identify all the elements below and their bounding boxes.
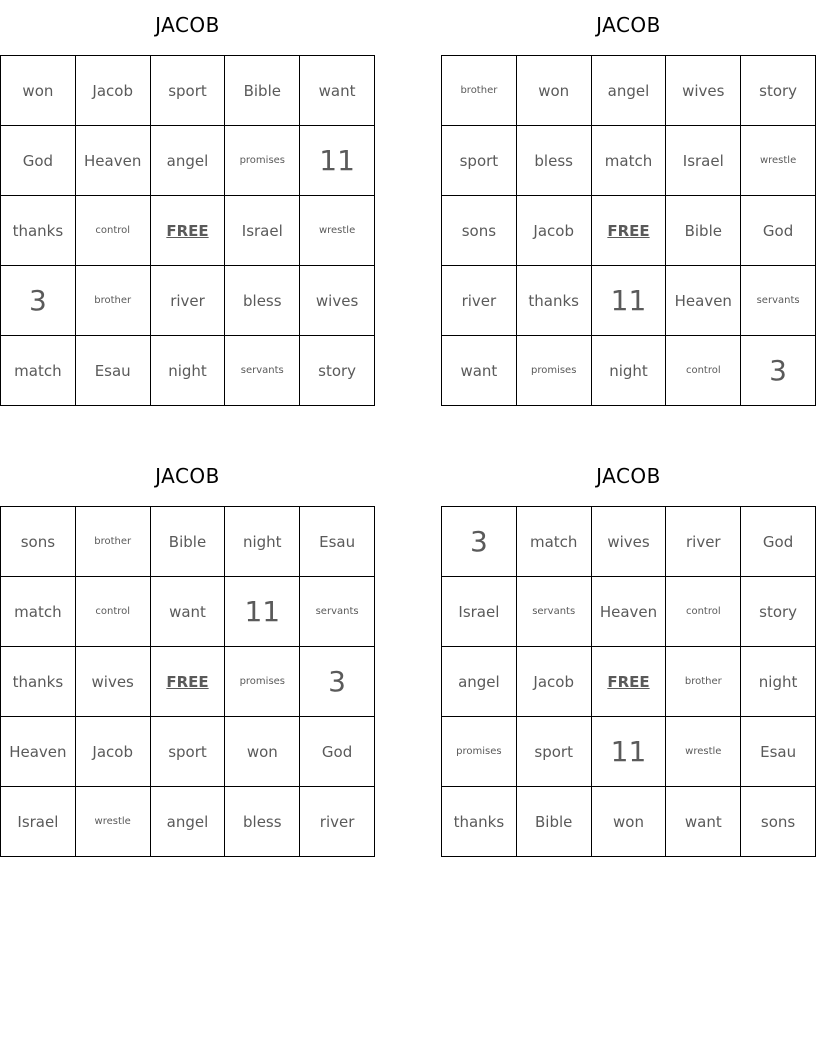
grid-cell: Israel <box>442 577 517 647</box>
grid-cell: match <box>591 126 666 196</box>
grid-cell: brother <box>442 56 517 126</box>
grid-row <box>1 577 375 647</box>
grid-cell: promises <box>225 126 300 196</box>
grid-cell: promises <box>516 336 591 406</box>
grid-cell: want <box>300 56 375 126</box>
grid-cell: Heaven <box>666 266 741 336</box>
grid-row <box>1 647 375 717</box>
grid-cell: brother <box>75 266 150 336</box>
grid-cell: wives <box>75 647 150 717</box>
card-title: JACOB <box>155 13 220 37</box>
grid-cell: night <box>741 647 816 717</box>
grid-cell: won <box>1 56 76 126</box>
grid-cell: promises <box>442 717 517 787</box>
grid-cell: story <box>741 577 816 647</box>
grid-cell: river <box>666 507 741 577</box>
free-space: FREE <box>591 647 666 717</box>
grid-cell: wives <box>300 266 375 336</box>
grid-row <box>1 507 375 577</box>
card-title: JACOB <box>596 13 661 37</box>
grid-cell: sons <box>741 787 816 857</box>
grid-cell: sons <box>1 507 76 577</box>
grid-cell: thanks <box>442 787 517 857</box>
grid-cell: 11 <box>591 717 666 787</box>
grid-cell: control <box>75 577 150 647</box>
grid-cell: river <box>442 266 517 336</box>
grid-cell: 11 <box>225 577 300 647</box>
grid-cell: brother <box>666 647 741 717</box>
grid-cell: sport <box>150 56 225 126</box>
grid-cell: wrestle <box>300 196 375 266</box>
grid-cell: story <box>300 336 375 406</box>
card-title: JACOB <box>596 464 661 488</box>
grid-cell: want <box>666 787 741 857</box>
grid-cell: God <box>741 507 816 577</box>
grid-cell: wrestle <box>666 717 741 787</box>
grid-cell: Israel <box>666 126 741 196</box>
grid-row <box>442 126 816 196</box>
grid-row <box>442 266 816 336</box>
grid-cell: 3 <box>741 336 816 406</box>
grid-row <box>1 787 375 857</box>
grid-cell: sport <box>516 717 591 787</box>
grid-cell: control <box>75 196 150 266</box>
grid-cell: sons <box>442 196 517 266</box>
grid-cell: 3 <box>1 266 76 336</box>
grid-cell: match <box>1 336 76 406</box>
grid-row <box>442 336 816 406</box>
grid-cell: night <box>591 336 666 406</box>
bingo-grid <box>441 506 816 857</box>
bingo-card-3 <box>0 464 375 857</box>
grid-cell: Israel <box>225 196 300 266</box>
grid-cell: God <box>1 126 76 196</box>
grid-row <box>1 336 375 406</box>
grid-cell: thanks <box>1 647 76 717</box>
grid-cell: Esau <box>741 717 816 787</box>
grid-cell: thanks <box>1 196 76 266</box>
grid-cell: Bible <box>516 787 591 857</box>
grid-cell: Jacob <box>75 717 150 787</box>
grid-cell: night <box>225 507 300 577</box>
grid-row <box>442 507 816 577</box>
grid-row <box>442 196 816 266</box>
grid-cell: Jacob <box>75 56 150 126</box>
grid-cell: 11 <box>591 266 666 336</box>
grid-cell: angel <box>150 787 225 857</box>
grid-cell: bless <box>225 787 300 857</box>
grid-cell: Bible <box>150 507 225 577</box>
bingo-card-2 <box>441 13 816 406</box>
grid-cell: river <box>300 787 375 857</box>
grid-cell: control <box>666 577 741 647</box>
grid-row <box>442 787 816 857</box>
grid-row <box>442 577 816 647</box>
bingo-grid <box>0 506 375 857</box>
grid-cell: servants <box>225 336 300 406</box>
grid-cell: Esau <box>300 507 375 577</box>
grid-row <box>1 266 375 336</box>
grid-cell: wrestle <box>741 126 816 196</box>
grid-cell: won <box>516 56 591 126</box>
grid-cell: 3 <box>442 507 517 577</box>
grid-cell: wrestle <box>75 787 150 857</box>
grid-cell: angel <box>150 126 225 196</box>
grid-row <box>1 717 375 787</box>
grid-cell: match <box>516 507 591 577</box>
grid-cell: Heaven <box>1 717 76 787</box>
grid-cell: 3 <box>300 647 375 717</box>
grid-cell: Israel <box>1 787 76 857</box>
grid-cell: 11 <box>300 126 375 196</box>
grid-cell: God <box>741 196 816 266</box>
free-space: FREE <box>150 196 225 266</box>
grid-cell: won <box>225 717 300 787</box>
grid-cell: match <box>1 577 76 647</box>
grid-cell: Heaven <box>75 126 150 196</box>
grid-cell: wives <box>666 56 741 126</box>
grid-cell: God <box>300 717 375 787</box>
grid-cell: Bible <box>225 56 300 126</box>
grid-cell: Heaven <box>591 577 666 647</box>
grid-cell: Esau <box>75 336 150 406</box>
grid-cell: wives <box>591 507 666 577</box>
grid-cell: servants <box>300 577 375 647</box>
grid-cell: story <box>741 56 816 126</box>
grid-cell: promises <box>225 647 300 717</box>
grid-row <box>1 196 375 266</box>
grid-cell: Jacob <box>516 196 591 266</box>
bingo-card-1 <box>0 13 375 406</box>
grid-cell: control <box>666 336 741 406</box>
grid-cell: sport <box>150 717 225 787</box>
grid-cell: servants <box>516 577 591 647</box>
grid-row <box>1 126 375 196</box>
grid-row <box>442 56 816 126</box>
grid-cell: want <box>442 336 517 406</box>
grid-cell: servants <box>741 266 816 336</box>
grid-cell: bless <box>225 266 300 336</box>
grid-cell: Jacob <box>516 647 591 717</box>
free-space: FREE <box>150 647 225 717</box>
bingo-grid <box>0 55 375 406</box>
bingo-card-4 <box>441 464 816 857</box>
grid-cell: sport <box>442 126 517 196</box>
grid-cell: brother <box>75 507 150 577</box>
grid-cell: bless <box>516 126 591 196</box>
grid-cell: Bible <box>666 196 741 266</box>
grid-cell: thanks <box>516 266 591 336</box>
grid-cell: angel <box>442 647 517 717</box>
grid-cell: angel <box>591 56 666 126</box>
grid-cell: won <box>591 787 666 857</box>
grid-row <box>442 717 816 787</box>
free-space: FREE <box>591 196 666 266</box>
grid-cell: night <box>150 336 225 406</box>
bingo-grid <box>441 55 816 406</box>
grid-cell: want <box>150 577 225 647</box>
grid-cell: river <box>150 266 225 336</box>
grid-row <box>1 56 375 126</box>
grid-row <box>442 647 816 717</box>
card-title: JACOB <box>155 464 220 488</box>
